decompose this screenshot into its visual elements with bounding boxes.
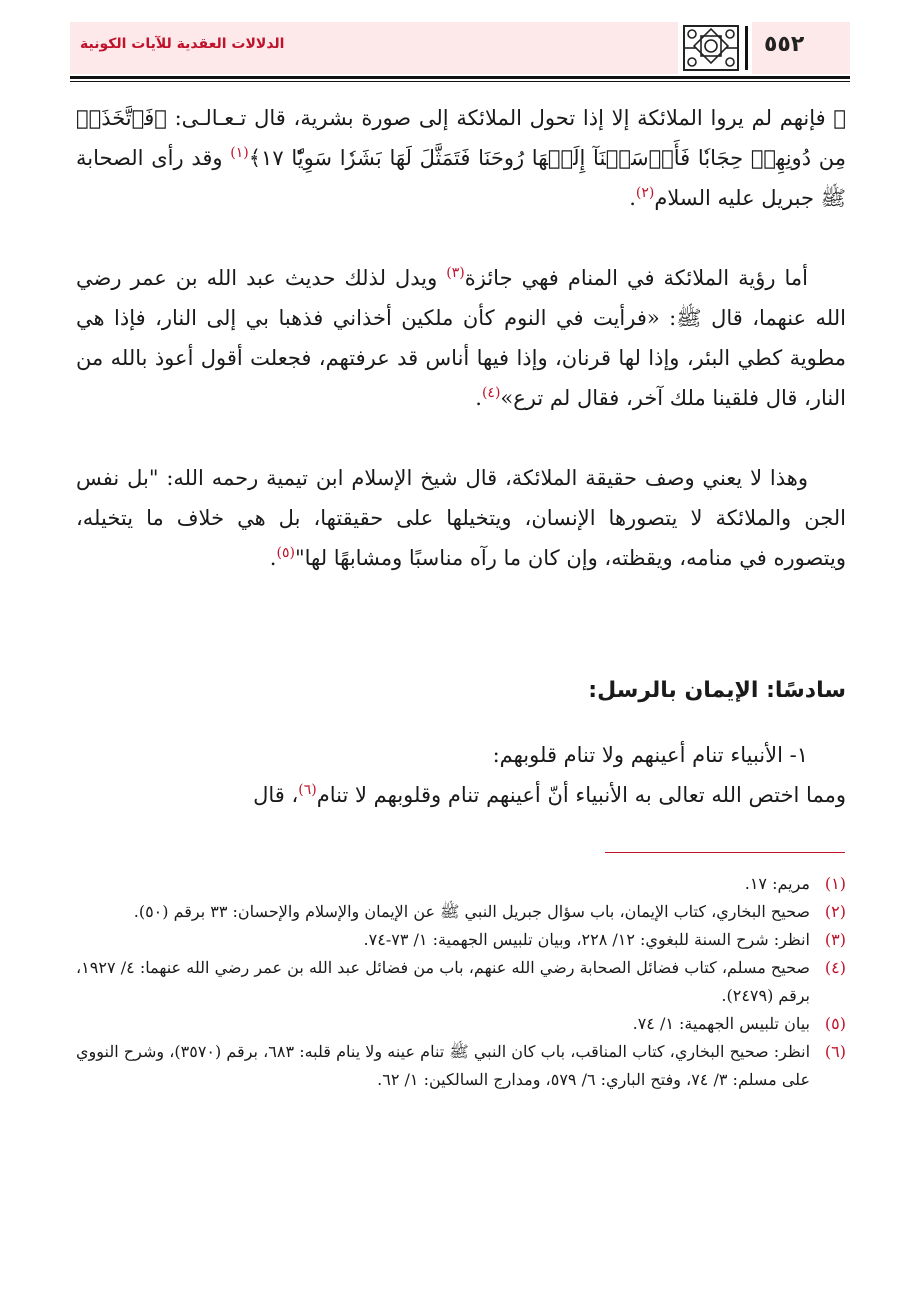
footnote-number: (٢) xyxy=(824,902,846,921)
footnote-item xyxy=(76,954,846,1010)
footnote-number: (٥) xyxy=(824,1014,846,1033)
footnote-text: صحيح مسلم، كتاب فضائل الصحابة رضي الله عنهم، باب من فضائل عبد الله بن عمر رضي الله عنهما: ٤/ ١٩٢٧، برقم (٢٤٧٩). xyxy=(76,958,811,1005)
header-separator xyxy=(745,26,748,70)
header-rule-thin xyxy=(70,81,850,82)
page-number-box xyxy=(752,22,850,74)
paragraph-text: وهذا لا يعني وصف حقيقة الملائكة، قال شيخ الإسلام ابن تيمية رحمه الله: "بل نفس الجن والملائكة لا يتصورها الإنسان، ويتخيلها على حقيقتها، بل هي خلاف ما يتخيله، ويتصوره في منامه، ويقظته، وإن كان ما رآه مناسبًا ومشابهًا لها" xyxy=(76,466,846,570)
paragraph-text: ﷺ فإنهم لم يروا الملائكة إلا إذا تحول الملائكة إلى صورة بشرية، قال تـعـالـى: ﴿فَٱتَّخَذَتۡ مِن دُونِهِمۡ حِجَابٗا فَأَرۡسَلۡنَآ إِلَيۡهَا رُوحَنَا فَتَمَثَّلَ لَهَا بَشَرٗا سَوِيّٗا ١٧﴾ xyxy=(76,106,846,170)
paragraph-3 xyxy=(76,458,846,578)
page-number: ٥٥٢ xyxy=(764,32,805,57)
section-heading: سادسًا: الإيمان بالرسل: xyxy=(588,678,846,703)
footnote-text: انظر: صحيح البخاري، كتاب المناقب، باب كان النبي ﷺ تنام عينه ولا ينام قلبه: ٦٨٣، برقم (٣٥٧٠)، وشرح النووي على مسلم: ٣/ ٧٤، وفتح الباري: ٦/ ٥٧٩، ومدارج السالكين: ١/ ٦٢. xyxy=(76,1042,811,1089)
footnote-text: بيان تلبيس الجهمية: ١/ ٧٤. xyxy=(632,1014,810,1033)
paragraph-text: ومما اختص الله تعالى به الأنبياء أنّ أعينهم تنام وقلوبهم لا تنام xyxy=(316,783,846,807)
footnote-ref: (٤) xyxy=(481,385,501,401)
header-title-box xyxy=(70,22,678,74)
footnote-item xyxy=(76,1038,846,1094)
footnote-text: صحيح البخاري، كتاب الإيمان، باب سؤال جبريل النبي ﷺ عن الإيمان والإسلام والإحسان: ٣٣ برقم (٥٠). xyxy=(133,902,810,921)
footnote-separator xyxy=(605,852,845,853)
footnote-number: (٦) xyxy=(824,1042,846,1061)
paragraph-text: ويدل لذلك حديث عبد الله بن عمر رضي الله عنهما، قال ﷺ: «فرأيت في النوم كأن ملكين أخذاني فذهبا بي إلى النار، فإذا هي مطوية كطي البئر، وإذا لها قرنان، وإذا فيها أناس قد عرفتهم، فجعلت أقول أعوذ بالله من النار، قال فلقينا ملك آخر، فقال لم ترع» xyxy=(76,266,846,410)
footnote-number: (٣) xyxy=(824,930,846,949)
footnote-item xyxy=(76,870,846,898)
ornament-icon xyxy=(682,24,740,72)
book-title: الدلالات العقدية للآيات الكونية xyxy=(80,36,285,52)
header-rule xyxy=(70,76,850,79)
subheading-text: ١- الأنبياء تنام أعينهم ولا تنام قلوبهم: xyxy=(492,743,808,767)
paragraph-4 xyxy=(76,735,846,775)
paragraph-5 xyxy=(76,775,846,815)
paragraph-text: أما رؤية الملائكة في المنام فهي جائزة xyxy=(464,266,808,290)
paragraph-text: . xyxy=(629,186,636,210)
paragraph-text: ، قال xyxy=(253,783,299,807)
paragraph-2 xyxy=(76,258,846,418)
footnote-text: انظر: شرح السنة للبغوي: ١٢/ ٢٢٨، وبيان تلبيس الجهمية: ١/ ٧٣-٧٤. xyxy=(363,930,810,949)
footnote-item xyxy=(76,926,846,954)
footnote-ref: (١) xyxy=(230,145,249,161)
paragraph-text: وقد رأى الصحابة ﷺ جبريل عليه السلام xyxy=(76,146,846,210)
footnote-ref: (٢) xyxy=(635,185,655,201)
footnote-number: (٤) xyxy=(824,958,846,977)
paragraph-text: . xyxy=(475,386,482,410)
page-header xyxy=(70,22,850,80)
footnote-number: (١) xyxy=(824,874,846,893)
footnote-ref: (٦) xyxy=(298,782,317,798)
footnote-item xyxy=(76,898,846,926)
footnote-item xyxy=(76,1010,846,1038)
footnote-ref: (٣) xyxy=(446,265,465,281)
footnote-text: مريم: ١٧. xyxy=(744,874,810,893)
footnote-ref: (٥) xyxy=(276,545,295,561)
paragraph-1 xyxy=(76,98,846,218)
paragraph-text: . xyxy=(269,546,277,570)
footnotes xyxy=(76,870,846,1094)
